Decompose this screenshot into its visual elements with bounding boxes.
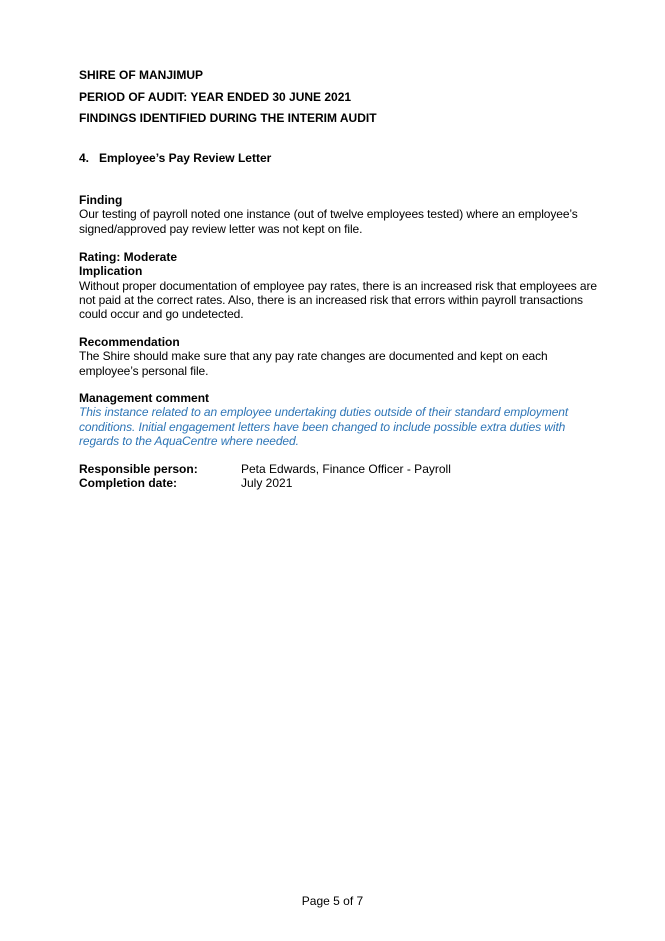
implication-text: Without proper documentation of employee pay rates, there is an increased risk that employees are not paid at the correct rates. Also, there is an increased risk that errors within payroll transactions could occur and go undetected. bbox=[79, 278, 597, 322]
management-comment-block bbox=[79, 391, 599, 448]
rating-label: Rating: Moderate bbox=[79, 250, 178, 264]
page-number: Page 5 of 7 bbox=[301, 894, 364, 908]
management-label: Management comment bbox=[79, 391, 210, 405]
rating-implication-block bbox=[79, 250, 599, 321]
finding-block bbox=[79, 193, 599, 236]
implication-label: Implication bbox=[79, 264, 143, 279]
section-title: Employee’s Pay Review Letter bbox=[99, 151, 272, 165]
recommendation-label: Recommendation bbox=[79, 335, 180, 349]
management-text: This instance related to an employee undertaking duties outside of their standard employment conditions. Initial engagement letters have been changed to include possible extra duties with regards to the AquaCentre where needed. bbox=[79, 405, 569, 448]
responsible-person-value: Peta Edwards, Finance Officer - Payroll bbox=[241, 462, 451, 476]
header-entity: SHIRE OF MANJIMUP bbox=[79, 68, 204, 82]
recommendation-text: The Shire should make sure that any pay rate changes are documented and kept on each employee’s personal file. bbox=[79, 349, 548, 378]
section-heading bbox=[79, 151, 271, 165]
finding-text: Our testing of payroll noted one instance (out of twelve employees tested) where an employee’s signed/approved pay review letter was not kept on file. bbox=[79, 207, 578, 236]
document-header bbox=[79, 68, 599, 133]
finding-label: Finding bbox=[79, 193, 123, 207]
section-number: 4. bbox=[79, 151, 90, 165]
recommendation-block bbox=[79, 335, 599, 378]
responsible-block bbox=[79, 462, 451, 491]
responsible-person-label: Responsible person: bbox=[79, 462, 198, 476]
header-findings-title: FINDINGS IDENTIFIED DURING THE INTERIM AUDIT bbox=[79, 111, 377, 125]
responsible-person-row bbox=[79, 462, 451, 476]
completion-date-value: July 2021 bbox=[241, 476, 293, 491]
completion-date-label: Completion date: bbox=[79, 476, 177, 491]
header-period: PERIOD OF AUDIT: YEAR ENDED 30 JUNE 2021 bbox=[79, 89, 352, 104]
completion-date-row bbox=[79, 476, 451, 490]
